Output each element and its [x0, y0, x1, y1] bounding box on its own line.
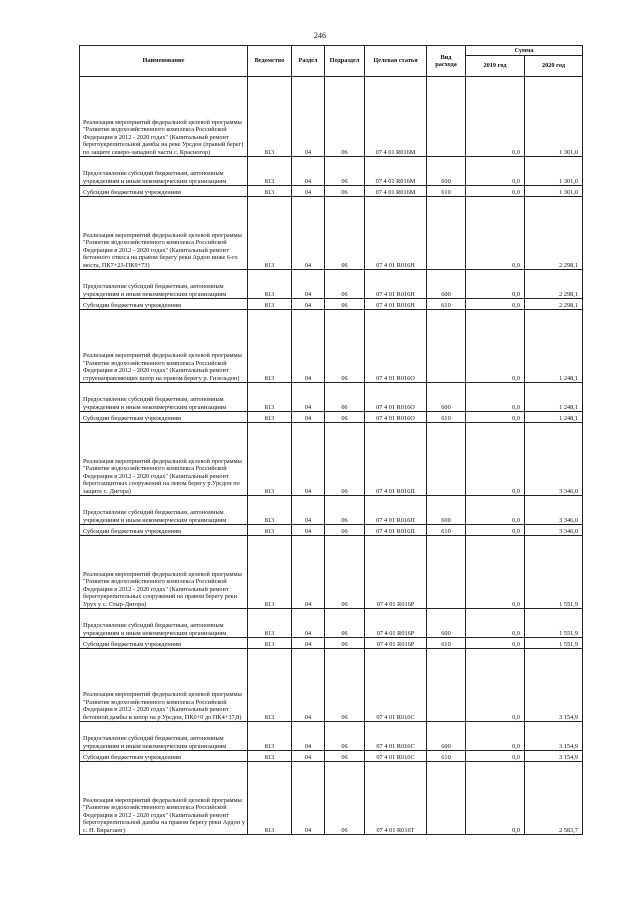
row-name: Субсидии бюджетным учреждениям [80, 751, 248, 762]
table-row [80, 638, 583, 649]
row-vid: 600 [427, 722, 466, 751]
row-vid: 600 [427, 270, 466, 299]
row-razdel: 04 [292, 186, 325, 197]
row-razdel: 04 [292, 299, 325, 310]
header-razdel: Раздел [292, 46, 325, 77]
row-2020: 2 298,1 [525, 299, 583, 310]
row-name: Предоставление субсидий бюджетным, автономным учреждениям и иным некоммерческим организациям [80, 383, 248, 412]
row-vid: 610 [427, 751, 466, 762]
row-target: 07 4 01 R016Р [365, 638, 427, 649]
row-target: 07 4 01 R016П [365, 423, 427, 496]
row-2020: 1 301,0 [525, 157, 583, 186]
row-podrazdel: 06 [325, 299, 365, 310]
row-target: 07 4 01 R016О [365, 310, 427, 383]
row-2019: 0,0 [466, 762, 525, 835]
row-2020: 3 154,9 [525, 751, 583, 762]
row-name: Реализация мероприятий федеральной целевой программы "Развитие водохозяйственного комплекса Российской Федерации в 2012 - 2020 годах" (Капитальный ремонт берегоукрепительной дамбы на правом берегу реки Ардон у с. Н. Бирагзанг) [80, 762, 248, 835]
header-name: Наименование [80, 46, 248, 77]
row-podrazdel: 06 [325, 762, 365, 835]
row-vedomstvo: 813 [248, 609, 292, 638]
table-row [80, 412, 583, 423]
table-row [80, 609, 583, 638]
row-vedomstvo: 813 [248, 423, 292, 496]
row-podrazdel: 06 [325, 310, 365, 383]
row-target: 07 4 01 R016О [365, 383, 427, 412]
row-target: 07 4 01 R016M [365, 77, 427, 157]
table-row [80, 157, 583, 186]
row-podrazdel: 06 [325, 77, 365, 157]
row-vedomstvo: 813 [248, 383, 292, 412]
row-podrazdel: 06 [325, 536, 365, 609]
row-razdel: 04 [292, 270, 325, 299]
header-vid: Вид расхода [427, 46, 466, 77]
row-2019: 0,0 [466, 536, 525, 609]
row-2020: 2 583,7 [525, 762, 583, 835]
row-razdel: 04 [292, 525, 325, 536]
row-target: 07 4 01 R016Р [365, 536, 427, 609]
row-name: Предоставление субсидий бюджетным, автономным учреждениям и иным некоммерческим организациям [80, 270, 248, 299]
row-vedomstvo: 813 [248, 649, 292, 722]
row-podrazdel: 06 [325, 649, 365, 722]
row-2019: 0,0 [466, 638, 525, 649]
row-vid [427, 197, 466, 270]
row-razdel: 04 [292, 638, 325, 649]
row-target: 07 4 01 R016С [365, 751, 427, 762]
header-podrazdel: Подраздел [325, 46, 365, 77]
row-2019: 0,0 [466, 299, 525, 310]
budget-table [79, 45, 583, 835]
row-podrazdel: 06 [325, 722, 365, 751]
row-2019: 0,0 [466, 186, 525, 197]
header-vedomstvo: Ведомство [248, 46, 292, 77]
row-podrazdel: 06 [325, 412, 365, 423]
table-row [80, 496, 583, 525]
table-row [80, 751, 583, 762]
row-name: Реализация мероприятий федеральной целевой программы "Развитие водохозяйственного комплекса Российской Федерации в 2012 - 2020 годах" (Капитальный ремонт струенаправляющих шпор на правом берегу р. Гизельдон) [80, 310, 248, 383]
row-2020: 1 301,0 [525, 77, 583, 157]
row-podrazdel: 06 [325, 197, 365, 270]
row-vedomstvo: 813 [248, 525, 292, 536]
row-podrazdel: 06 [325, 186, 365, 197]
row-target: 07 4 01 R016П [365, 525, 427, 536]
row-2020: 2 298,1 [525, 197, 583, 270]
row-2020: 3 346,0 [525, 496, 583, 525]
row-vid [427, 310, 466, 383]
row-name: Субсидии бюджетным учреждениям [80, 299, 248, 310]
row-name: Реализация мероприятий федеральной целевой программы "Развитие водохозяйственного комплекса Российской Федерации в 2012 - 2020 годах" (Капитальный ремонт бетонной дамбы и шпор на р.Урсдон, ПК0+0 до ПК4+37,8) [80, 649, 248, 722]
row-2020: 3 346,0 [525, 525, 583, 536]
row-2020: 1 248,1 [525, 383, 583, 412]
header-2020: 2020 год [525, 56, 583, 77]
row-vid [427, 649, 466, 722]
row-2019: 0,0 [466, 496, 525, 525]
row-2019: 0,0 [466, 609, 525, 638]
table-row [80, 722, 583, 751]
row-podrazdel: 06 [325, 383, 365, 412]
row-name: Субсидии бюджетным учреждениям [80, 525, 248, 536]
row-target: 07 4 01 R016M [365, 157, 427, 186]
row-2020: 1 301,0 [525, 186, 583, 197]
row-2019: 0,0 [466, 310, 525, 383]
row-name: Субсидии бюджетным учреждениям [80, 412, 248, 423]
row-razdel: 04 [292, 77, 325, 157]
header-2019: 2019 год [466, 56, 525, 77]
row-name: Реализация мероприятий федеральной целевой программы "Развитие водохозяйственного комплекса Российской Федерации в 2012 - 2020 годах" (Капитальный ремонт берегоукрепительной дамбы на реке Урсдон (правый берег) по защите северо-западной части с. Красногор) [80, 77, 248, 157]
row-podrazdel: 06 [325, 496, 365, 525]
row-name: Реализация мероприятий федеральной целевой программы "Развитие водохозяйственного комплекса Российской Федерации в 2012 - 2020 годах" (Капитальный ремонт бетонного откоса на правом берегу реки Ардон ниже 6-го моста, ПК7+23-ПК9+73) [80, 197, 248, 270]
row-vid: 600 [427, 383, 466, 412]
row-razdel: 04 [292, 722, 325, 751]
row-2019: 0,0 [466, 270, 525, 299]
row-2019: 0,0 [466, 722, 525, 751]
row-podrazdel: 06 [325, 609, 365, 638]
row-name: Предоставление субсидий бюджетным, автономным учреждениям и иным некоммерческим организациям [80, 496, 248, 525]
row-vedomstvo: 813 [248, 270, 292, 299]
row-vedomstvo: 813 [248, 762, 292, 835]
row-target: 07 4 01 R016Н [365, 270, 427, 299]
row-podrazdel: 06 [325, 638, 365, 649]
row-podrazdel: 06 [325, 525, 365, 536]
row-vid: 610 [427, 525, 466, 536]
row-razdel: 04 [292, 536, 325, 609]
row-vid: 600 [427, 157, 466, 186]
row-podrazdel: 06 [325, 423, 365, 496]
table-row [80, 77, 583, 157]
row-2020: 1 551,9 [525, 638, 583, 649]
table-row [80, 310, 583, 383]
row-vedomstvo: 813 [248, 751, 292, 762]
row-target: 07 4 01 R016Р [365, 609, 427, 638]
row-vedomstvo: 813 [248, 186, 292, 197]
row-razdel: 04 [292, 423, 325, 496]
row-vedomstvo: 813 [248, 638, 292, 649]
table-row [80, 536, 583, 609]
row-vid: 610 [427, 299, 466, 310]
row-vid [427, 762, 466, 835]
row-2019: 0,0 [466, 412, 525, 423]
row-vid [427, 536, 466, 609]
row-razdel: 04 [292, 762, 325, 835]
row-podrazdel: 06 [325, 751, 365, 762]
table-row [80, 762, 583, 835]
row-vedomstvo: 813 [248, 412, 292, 423]
row-2019: 0,0 [466, 157, 525, 186]
row-2020: 1 551,9 [525, 609, 583, 638]
row-vid: 610 [427, 186, 466, 197]
row-2019: 0,0 [466, 197, 525, 270]
row-name: Предоставление субсидий бюджетным, автономным учреждениям и иным некоммерческим организациям [80, 722, 248, 751]
row-vid: 610 [427, 638, 466, 649]
row-razdel: 04 [292, 310, 325, 383]
row-2020: 3 346,0 [525, 423, 583, 496]
header-target: Целевая статья [365, 46, 427, 77]
table-row [80, 197, 583, 270]
table-row [80, 383, 583, 412]
row-podrazdel: 06 [325, 270, 365, 299]
row-vedomstvo: 813 [248, 536, 292, 609]
row-razdel: 04 [292, 751, 325, 762]
row-2020: 1 248,1 [525, 310, 583, 383]
row-target: 07 4 01 R016M [365, 186, 427, 197]
row-vedomstvo: 813 [248, 310, 292, 383]
row-target: 07 4 01 R016Н [365, 299, 427, 310]
row-target: 07 4 01 R016С [365, 722, 427, 751]
row-razdel: 04 [292, 157, 325, 186]
row-vedomstvo: 813 [248, 299, 292, 310]
row-2019: 0,0 [466, 649, 525, 722]
row-name: Реализация мероприятий федеральной целевой программы "Развитие водохозяйственного комплекса Российской Федерации в 2012 - 2020 годах" (Капитальный ремонт берегозащитных сооружений на левом берегу р.Урсдон по защите с. Дигора) [80, 423, 248, 496]
row-name: Реализация мероприятий федеральной целевой программы "Развитие водохозяйственного комплекса Российской Федерации в 2012 - 2020 годах" (Капитальный ремонт берегоукрепительных сооружений на правом берегу реки Урух у с. Стыр-Дигора) [80, 536, 248, 609]
table-row [80, 186, 583, 197]
row-target: 07 4 01 R016П [365, 496, 427, 525]
row-razdel: 04 [292, 609, 325, 638]
row-razdel: 04 [292, 412, 325, 423]
row-2020: 1 248,1 [525, 412, 583, 423]
row-podrazdel: 06 [325, 157, 365, 186]
row-2020: 3 154,9 [525, 649, 583, 722]
row-name: Субсидии бюджетным учреждениям [80, 638, 248, 649]
row-2019: 0,0 [466, 383, 525, 412]
row-vid [427, 423, 466, 496]
row-name: Предоставление субсидий бюджетным, автономным учреждениям и иным некоммерческим организациям [80, 157, 248, 186]
row-razdel: 04 [292, 496, 325, 525]
row-2019: 0,0 [466, 77, 525, 157]
row-vedomstvo: 813 [248, 77, 292, 157]
row-target: 07 4 01 R016Т [365, 762, 427, 835]
table-row [80, 649, 583, 722]
row-vedomstvo: 813 [248, 197, 292, 270]
row-2019: 0,0 [466, 525, 525, 536]
table-row [80, 423, 583, 496]
row-2020: 2 298,1 [525, 270, 583, 299]
row-name: Предоставление субсидий бюджетным, автономным учреждениям и иным некоммерческим организациям [80, 609, 248, 638]
row-2020: 3 154,9 [525, 722, 583, 751]
row-target: 07 4 01 R016Н [365, 197, 427, 270]
row-vedomstvo: 813 [248, 496, 292, 525]
row-vedomstvo: 813 [248, 722, 292, 751]
table-row [80, 270, 583, 299]
row-vid [427, 77, 466, 157]
row-name: Субсидии бюджетным учреждениям [80, 186, 248, 197]
table-row [80, 525, 583, 536]
table-row [80, 299, 583, 310]
row-vid: 600 [427, 609, 466, 638]
header-summa: Сумма [466, 46, 583, 56]
table-body [80, 77, 583, 835]
row-vedomstvo: 813 [248, 157, 292, 186]
row-2020: 1 551,9 [525, 536, 583, 609]
row-vid: 610 [427, 412, 466, 423]
row-2019: 0,0 [466, 423, 525, 496]
row-razdel: 04 [292, 383, 325, 412]
row-target: 07 4 01 R016О [365, 412, 427, 423]
row-target: 07 4 01 R016С [365, 649, 427, 722]
row-vid: 600 [427, 496, 466, 525]
page-number: 246 [314, 31, 326, 40]
row-razdel: 04 [292, 649, 325, 722]
row-2019: 0,0 [466, 751, 525, 762]
row-razdel: 04 [292, 197, 325, 270]
